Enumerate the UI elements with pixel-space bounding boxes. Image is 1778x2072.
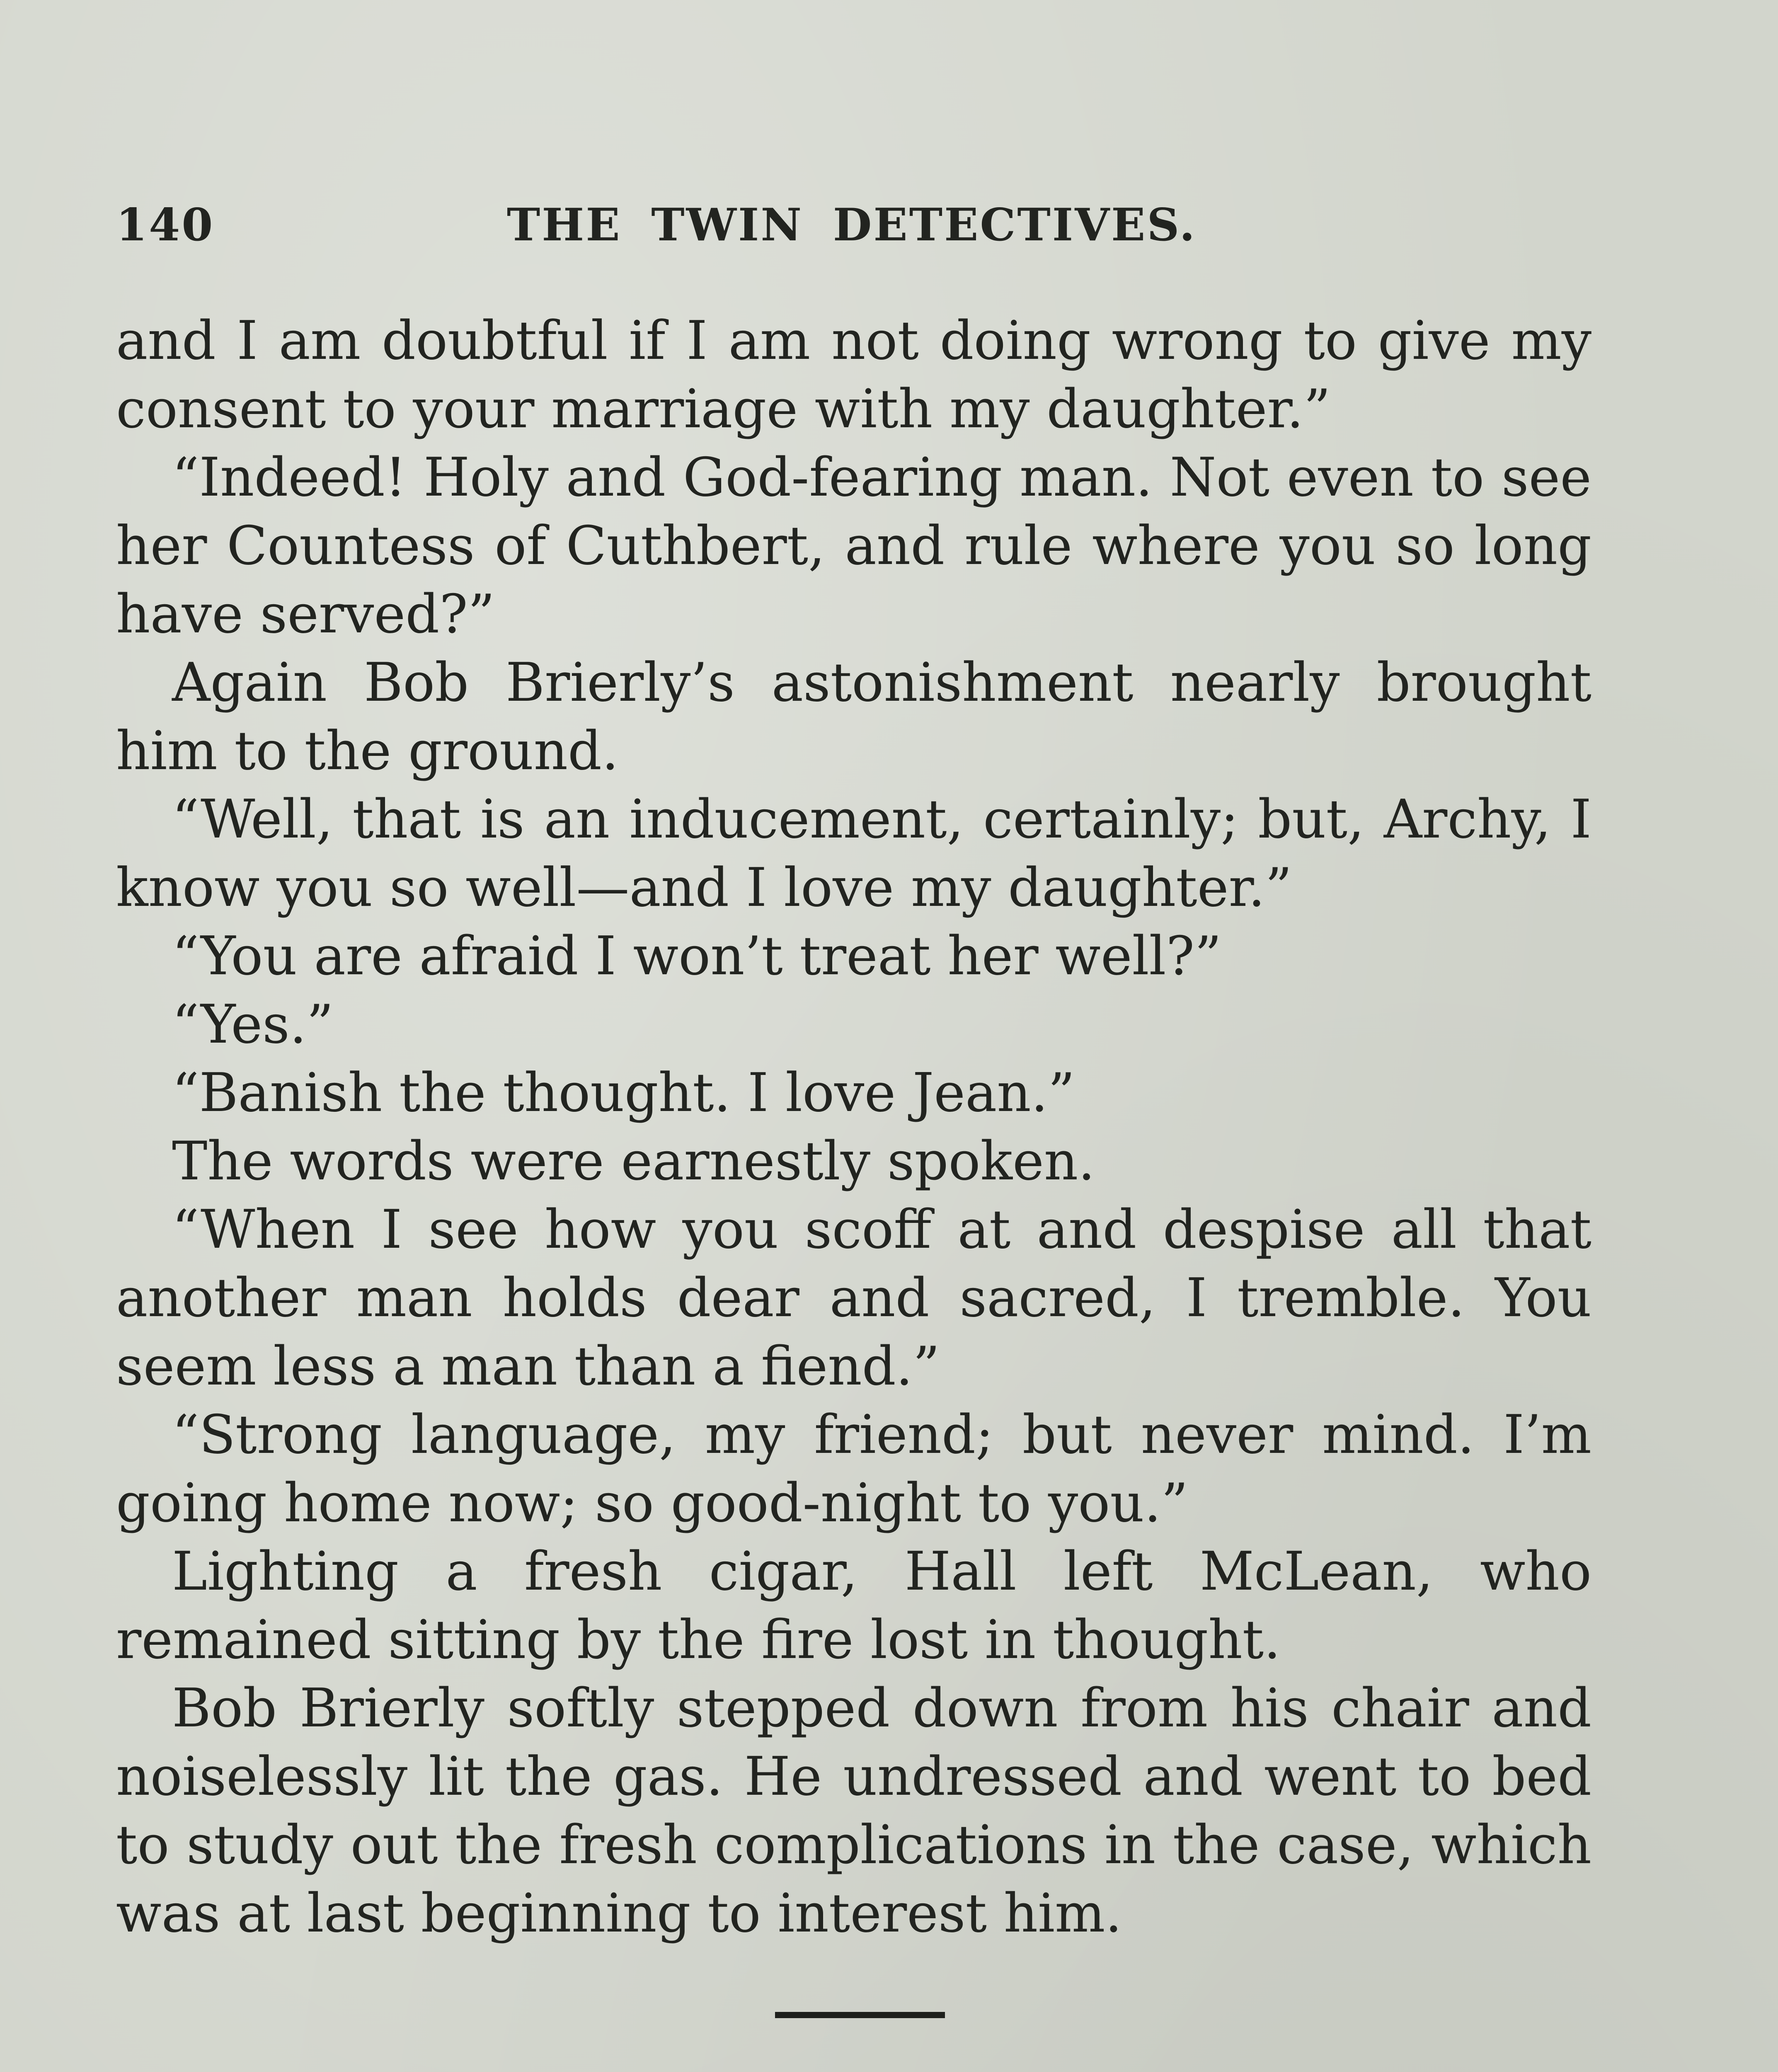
paragraph: “Yes.” bbox=[172, 994, 334, 1055]
paragraph: Bob Brierly softly stepped down from his chair and noiselessly lit the gas. He undressed and went to bed to study out the fresh complications in the case, which was at last beginning to interest him. bbox=[116, 1677, 1591, 1944]
paragraph: “Indeed! Holy and God-fearing man. Not even to see her Countess of Cuthbert, and rule where you so long have served?” bbox=[116, 447, 1591, 645]
paragraph: “You are afraid I won’t treat her well?” bbox=[172, 925, 1222, 987]
paragraph: and I am doubtful if I am not doing wrong to give my consent to your marriage with my daughter.” bbox=[116, 310, 1591, 440]
section-divider bbox=[775, 2012, 945, 2018]
paragraph: The words were earnestly spoken. bbox=[172, 1130, 1095, 1192]
paragraph: Again Bob Brierly’s astonishment nearly brought him to the ground. bbox=[116, 652, 1591, 782]
paragraph: Lighting a fresh cigar, Hall left McLean, who remained sitting by the fire lost in thought. bbox=[116, 1541, 1591, 1671]
page-header bbox=[116, 199, 1587, 265]
page-number: 140 bbox=[116, 199, 215, 251]
paragraph: “Well, that is an inducement, certainly; but, Archy, I know you so well—and I love my daughter.” bbox=[116, 789, 1591, 919]
body-text bbox=[116, 307, 1591, 1948]
running-title: THE TWIN DETECTIVES. bbox=[506, 199, 1197, 251]
paragraph: “When I see how you scoff at and despise all that another man holds dear and sacred, I tremble. You seem less a man than a fiend.” bbox=[116, 1199, 1591, 1397]
paragraph: “Banish the thought. I love Jean.” bbox=[172, 1062, 1075, 1124]
paragraph: “Strong language, my friend; but never mind. I’m going home now; so good-night to you.” bbox=[116, 1404, 1591, 1534]
